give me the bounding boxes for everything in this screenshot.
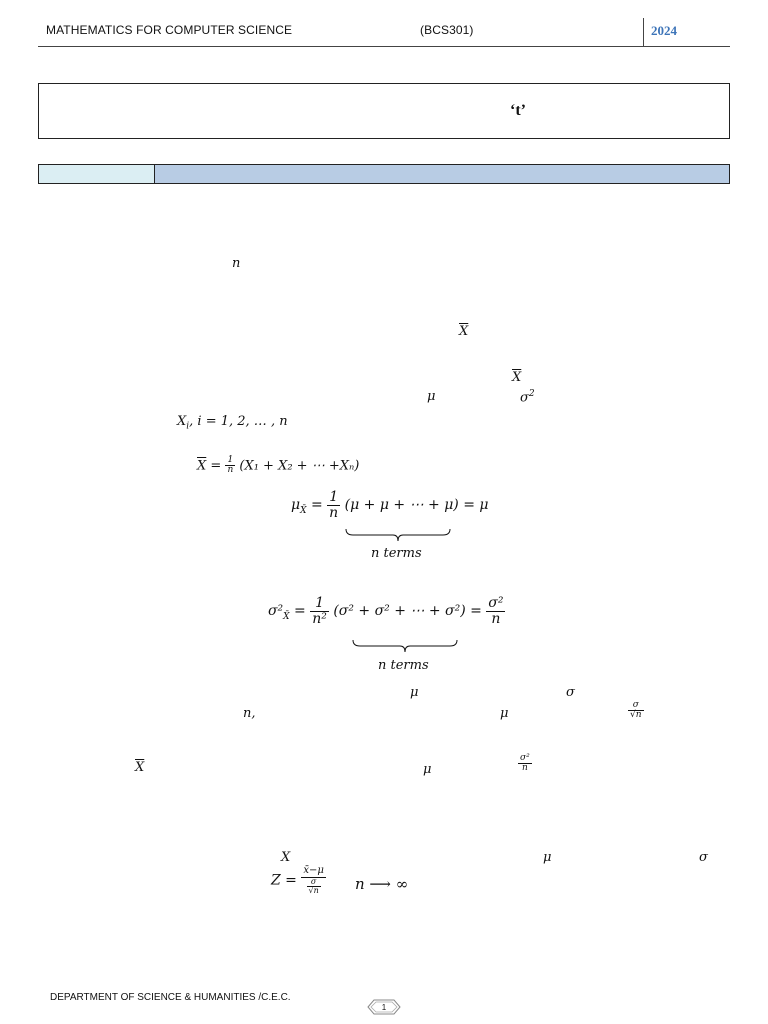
- sigma-sq-over-n: [518, 754, 532, 774]
- eq-fraction: [310, 596, 329, 626]
- math-sigma: σ: [520, 390, 529, 406]
- z-inner-fraction: [307, 878, 321, 896]
- eq-frac-den: n: [329, 504, 339, 521]
- eq-frac-num: 1: [327, 490, 340, 506]
- eq-frac-num: 1: [225, 456, 235, 466]
- frac-num: σ²: [520, 753, 530, 763]
- course-code: (BCS301): [420, 23, 474, 37]
- fraction: [628, 701, 644, 721]
- z-fraction: [301, 866, 326, 895]
- mean-equation: $\mu_{X̄}$ = $\frac{1}{n}$ (μ + μ + ⋯ + μ) = μ: [291, 489, 489, 521]
- eq-frac-num: 1: [310, 596, 329, 612]
- year-label: 2024: [651, 23, 677, 38]
- z-den-top: σ: [307, 878, 321, 887]
- section-bar-right: [155, 165, 729, 183]
- eq-rhs: (X₁ + X₂ + ⋯ +Xₙ): [239, 458, 360, 474]
- math-sub: i: [186, 421, 190, 432]
- underbrace-icon: [345, 527, 451, 543]
- eq-fraction-result: [486, 596, 505, 626]
- n-terms-label: n terms: [371, 546, 422, 561]
- title-box: [38, 83, 730, 139]
- eq-rhs: (μ + μ + ⋯ + μ) = μ: [344, 497, 489, 514]
- eq-lhs-sub: X̄: [300, 505, 307, 516]
- eq-mid: (σ² + σ² + ⋯ + σ²) =: [333, 603, 482, 620]
- math-mu: μ: [423, 762, 432, 777]
- eq-frac-den: n: [227, 465, 234, 476]
- page-number: 1: [381, 1003, 387, 1012]
- math-sigma: σ: [699, 850, 708, 865]
- frac-num: σ: [628, 701, 644, 711]
- eq-lhs: μ: [291, 497, 301, 514]
- frac-den: √n: [630, 710, 642, 721]
- math-n: n: [232, 256, 241, 271]
- sigma-over-sqrt-n: [628, 701, 644, 721]
- section-bar-left: [39, 165, 155, 183]
- eq-lhs-sub: X̄: [283, 611, 290, 622]
- math-exp: 2: [528, 389, 535, 399]
- math-xi-rest: , i = 1, 2, … , n: [189, 414, 288, 429]
- math-sigma-squared: [520, 389, 535, 405]
- math-mu: μ: [543, 850, 552, 865]
- math-sigma: σ: [566, 685, 575, 700]
- math-mu: μ: [427, 389, 436, 404]
- frac-den: n: [521, 763, 528, 774]
- fraction: [518, 754, 532, 774]
- n-terms-label: n terms: [378, 658, 429, 673]
- math-xbar: $\overline{X}$: [459, 324, 469, 339]
- math-xbar: $\overline{X}$: [512, 370, 522, 385]
- eq-fraction: [327, 490, 340, 520]
- z-lhs: Z =: [271, 872, 297, 889]
- eq-frac-den: n²: [312, 610, 327, 627]
- limit-expression: n ⟶ ∞: [355, 875, 409, 893]
- eq-lhs: σ²: [268, 603, 284, 620]
- section-bar: [38, 164, 730, 184]
- math-mu: μ: [410, 685, 419, 700]
- variance-equation: $\sigma^2_{X̄}$ = $\frac{1}{\text{n²}}$ (σ² + σ² + ⋯ + σ²) = $\frac{\text{σ²}}{n}$: [268, 595, 504, 627]
- z-den-bot: √n: [308, 885, 319, 895]
- title-mark: ‘t’: [510, 102, 526, 119]
- math-x: X: [177, 414, 187, 429]
- math-mu: μ: [500, 706, 509, 721]
- math-n: n,: [243, 706, 256, 721]
- eq-frac-num: σ²: [488, 595, 504, 611]
- course-title: MATHEMATICS FOR COMPUTER SCIENCE: [46, 23, 293, 37]
- math-xi-def: [177, 414, 288, 432]
- footer-department: DEPARTMENT OF SCIENCE & HUMANITIES /C.E.C.: [50, 992, 291, 1003]
- xbar-equation: $\overline{X}$ = $\frac{1}{n}$ (X₁ + X₂ + ⋯ +Xₙ): [197, 455, 360, 476]
- math-xbar: $\overline{X}$: [135, 760, 145, 775]
- z-formula: [271, 866, 326, 895]
- eq-fraction: [225, 456, 235, 476]
- z-den: [301, 878, 326, 896]
- math-x: X: [281, 850, 291, 865]
- z-num: x̄−μ: [303, 865, 324, 876]
- eq-lhs: $\overline{X}$: [197, 458, 207, 474]
- header-rule: [38, 46, 730, 47]
- header-divider: [643, 18, 644, 46]
- eq-frac-den: n: [491, 610, 501, 627]
- underbrace-icon: [352, 638, 458, 654]
